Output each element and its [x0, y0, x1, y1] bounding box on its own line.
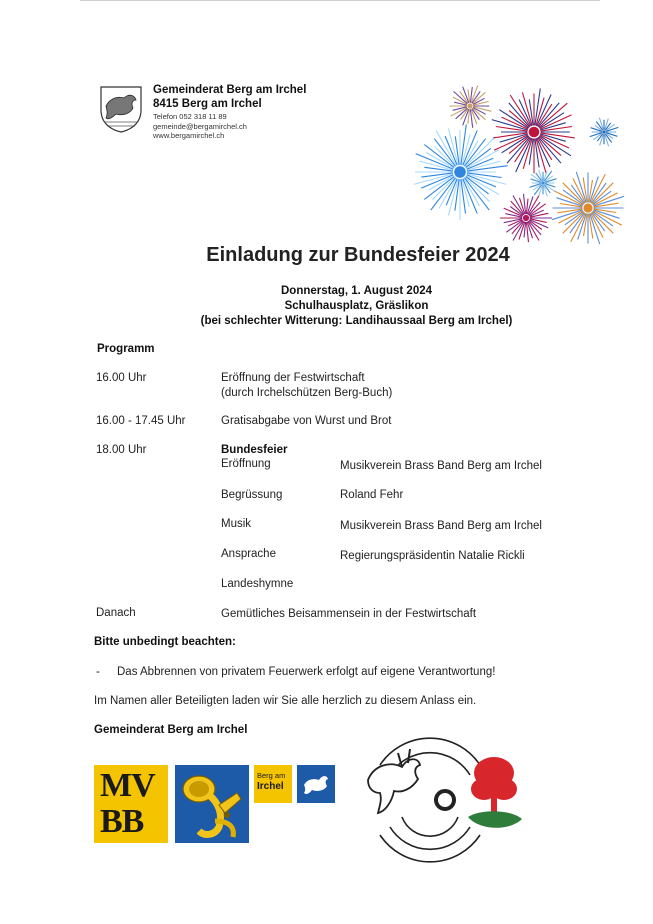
program-label: Eröffnung: [221, 458, 271, 470]
email[interactable]: gemeinde@bergamirchel.ch: [153, 122, 247, 131]
event-rain-location: (bei schlechter Witterung: Landihaussaal Berg am Irchel): [200, 315, 513, 327]
crest-icon: [98, 84, 144, 134]
program-text: Eröffnung der Festwirtschaft: [221, 372, 365, 384]
event-date: Donnerstag, 1. August 2024: [280, 285, 433, 297]
program-text: (durch Irchelschützen Berg-Buch): [221, 387, 393, 399]
program-label: Begrüssung: [221, 489, 283, 501]
firework-burst: [492, 88, 575, 174]
bundesfeier-heading: Bundesfeier: [221, 444, 288, 456]
irchelschuetzen-logo: [360, 735, 525, 865]
program-label: Landeshymne: [221, 578, 294, 590]
firework-burst: [552, 172, 624, 244]
program-value: Roland Fehr: [340, 489, 404, 501]
steinbock-icon: [297, 765, 335, 803]
mvbb-logo: [94, 765, 168, 843]
program-time: 16.00 Uhr: [96, 372, 147, 384]
berg-tag-text: Berg am: [257, 771, 286, 780]
program-text: Gemütliches Beisammensein in der Festwirtschaft: [221, 608, 477, 620]
program-value: Regierungspräsidentin Natalie Rickli: [340, 550, 525, 562]
scan-edge: [80, 0, 600, 1]
program-time: 18.00 Uhr: [96, 444, 147, 456]
notice-heading: Bitte unbedingt beachten:: [94, 636, 236, 648]
fireworks-illustration: [408, 80, 633, 255]
signature: Gemeinderat Berg am Irchel: [94, 724, 248, 736]
firework-burst: [530, 170, 557, 197]
program-label: Ansprache: [221, 548, 276, 560]
firework-burst: [449, 85, 491, 127]
mvbb-text: BB: [100, 803, 144, 840]
event-location: Schulhausplatz, Gräslikon: [284, 300, 429, 312]
closing-text: Im Namen aller Beteiligten laden wir Sie alle herzlich zu diesem Anlass ein.: [94, 695, 477, 707]
page-title: Einladung zur Bundesfeier 2024: [206, 244, 510, 266]
notice-text: Das Abbrennen von privatem Feuerwerk erfolgt auf eigene Verantwortung!: [117, 666, 496, 678]
program-heading: Programm: [97, 343, 155, 355]
program-text: Gratisabgabe von Wurst und Brot: [221, 415, 392, 427]
firework-burst: [590, 118, 619, 147]
berg-tag-text: Irchel: [257, 781, 284, 792]
phone: Telefon 052 318 11 89: [153, 112, 227, 121]
website[interactable]: www.bergamirchel.ch: [153, 131, 225, 140]
org-address: 8415 Berg am Irchel: [153, 98, 262, 110]
program-value: Musikverein Brass Band Berg am Irchel: [340, 520, 542, 532]
tuba-icon: [175, 765, 249, 843]
program-value: Musikverein Brass Band Berg am Irchel: [340, 460, 542, 472]
bullet-mark: -: [96, 666, 100, 678]
berg-am-irchel-tag: [254, 765, 292, 803]
mvbb-text: MV: [100, 767, 155, 804]
firework-burst: [414, 124, 508, 220]
program-time: 16.00 - 17.45 Uhr: [96, 415, 186, 427]
org-name: Gemeinderat Berg am Irchel: [153, 84, 307, 96]
firework-burst: [500, 194, 552, 242]
program-label: Musik: [221, 518, 252, 530]
program-time: Danach: [96, 607, 136, 619]
